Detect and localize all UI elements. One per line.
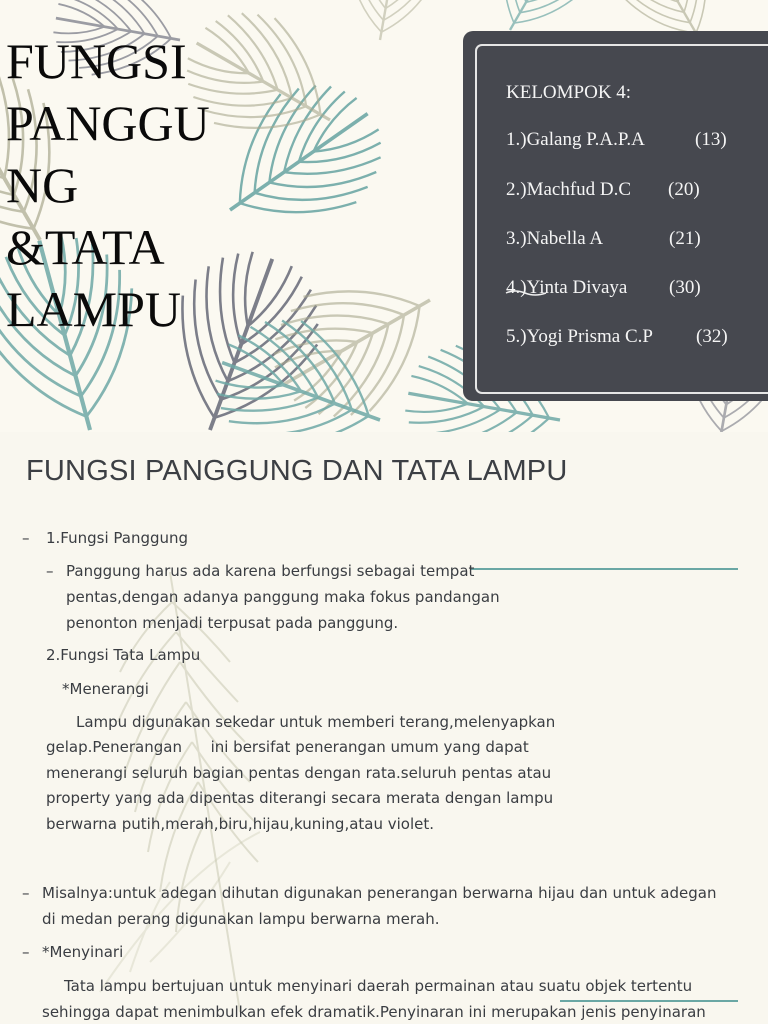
group-member-3 [506, 228, 701, 250]
title-slide [0, 0, 768, 432]
member-name: 1.)Galang P.A.P.A [506, 129, 645, 150]
member-number: (20) [668, 179, 700, 200]
menyinari-heading: *Menyinari [42, 943, 124, 961]
panggung-text-line-3: penonton menjadi terpusat pada panggung. [66, 614, 399, 632]
content-slide-title: FUNGSI PANGGUNG DAN TATA LAMPU [26, 455, 568, 487]
handwritten-strike-mark [505, 288, 547, 298]
menerangi-heading: *Menerangi [62, 680, 149, 698]
menerangi-text-line-5: berwarna putih,merah,biru,hijau,kuning,atau violet. [46, 815, 435, 833]
panggung-text-line-2: pentas,dengan adanya panggung maka fokus pandangan [66, 588, 500, 606]
title-line-5: LAMPU [6, 281, 182, 337]
slide-title [6, 30, 210, 340]
member-name: 5.)Yogi Prisma C.P [506, 326, 653, 347]
group-member-2 [506, 179, 700, 201]
panggung-text-line-1: Panggung harus ada karena berfungsi sebagai tempat [66, 562, 475, 580]
title-line-1: FUNGSI [6, 33, 187, 89]
member-number: (32) [696, 326, 728, 347]
member-number: (21) [669, 228, 701, 249]
group-member-1 [506, 129, 727, 151]
menerangi-text-line-1: Lampu digunakan sekedar untuk memberi terang,melenyapkan [76, 713, 556, 731]
title-underline-accent [470, 568, 738, 570]
menyinari-text-line-1: Tata lampu bertujuan untuk menyinari daerah permainan atau suatu objek tertentu [64, 977, 693, 995]
fungsi-tata-lampu-heading: 2.Fungsi Tata Lampu [46, 646, 201, 664]
bottom-accent-line [560, 1000, 738, 1002]
member-name: 4.)Yinta Divaya [506, 277, 628, 298]
menerangi-text-line-2: gelap.Penerangan ini bersifat penerangan umum yang dapat [46, 738, 529, 756]
title-line-4: &TATA [6, 219, 165, 275]
menerangi-text-line-4: property yang ada dipentas diterangi secara merata dengan lampu [46, 789, 554, 807]
group-heading: KELOMPOK 4: [506, 82, 632, 103]
member-name: 2.)Machfud D.C [506, 179, 632, 200]
bullet-dash: – [22, 943, 30, 961]
content-slide [0, 432, 768, 1024]
bullet-dash: – [46, 562, 54, 580]
menerangi-text-line-3: menerangi seluruh bagian pentas dengan rata.seluruh pentas atau [46, 764, 552, 782]
misalnya-text-line-2: di medan perang digunakan lampu berwarna merah. [42, 910, 440, 928]
menyinari-text-line-2: sehingga dapat menimbulkan efek dramatik.Penyinaran ini merupakan jenis penyinaran [42, 1003, 706, 1021]
member-name: 3.)Nabella A [506, 228, 604, 249]
title-line-2: PANGGU [6, 95, 210, 151]
bullet-dash: – [22, 884, 30, 902]
fungsi-panggung-heading: 1.Fungsi Panggung [46, 529, 189, 547]
group-member-5 [506, 326, 728, 348]
title-line-3: NG [6, 157, 79, 213]
misalnya-text-line-1: Misalnya:untuk adegan dihutan digunakan penerangan berwarna hijau dan untuk adegan [42, 884, 717, 902]
member-number: (30) [669, 277, 701, 298]
bullet-dash: – [22, 529, 30, 547]
member-number: (13) [695, 129, 727, 150]
